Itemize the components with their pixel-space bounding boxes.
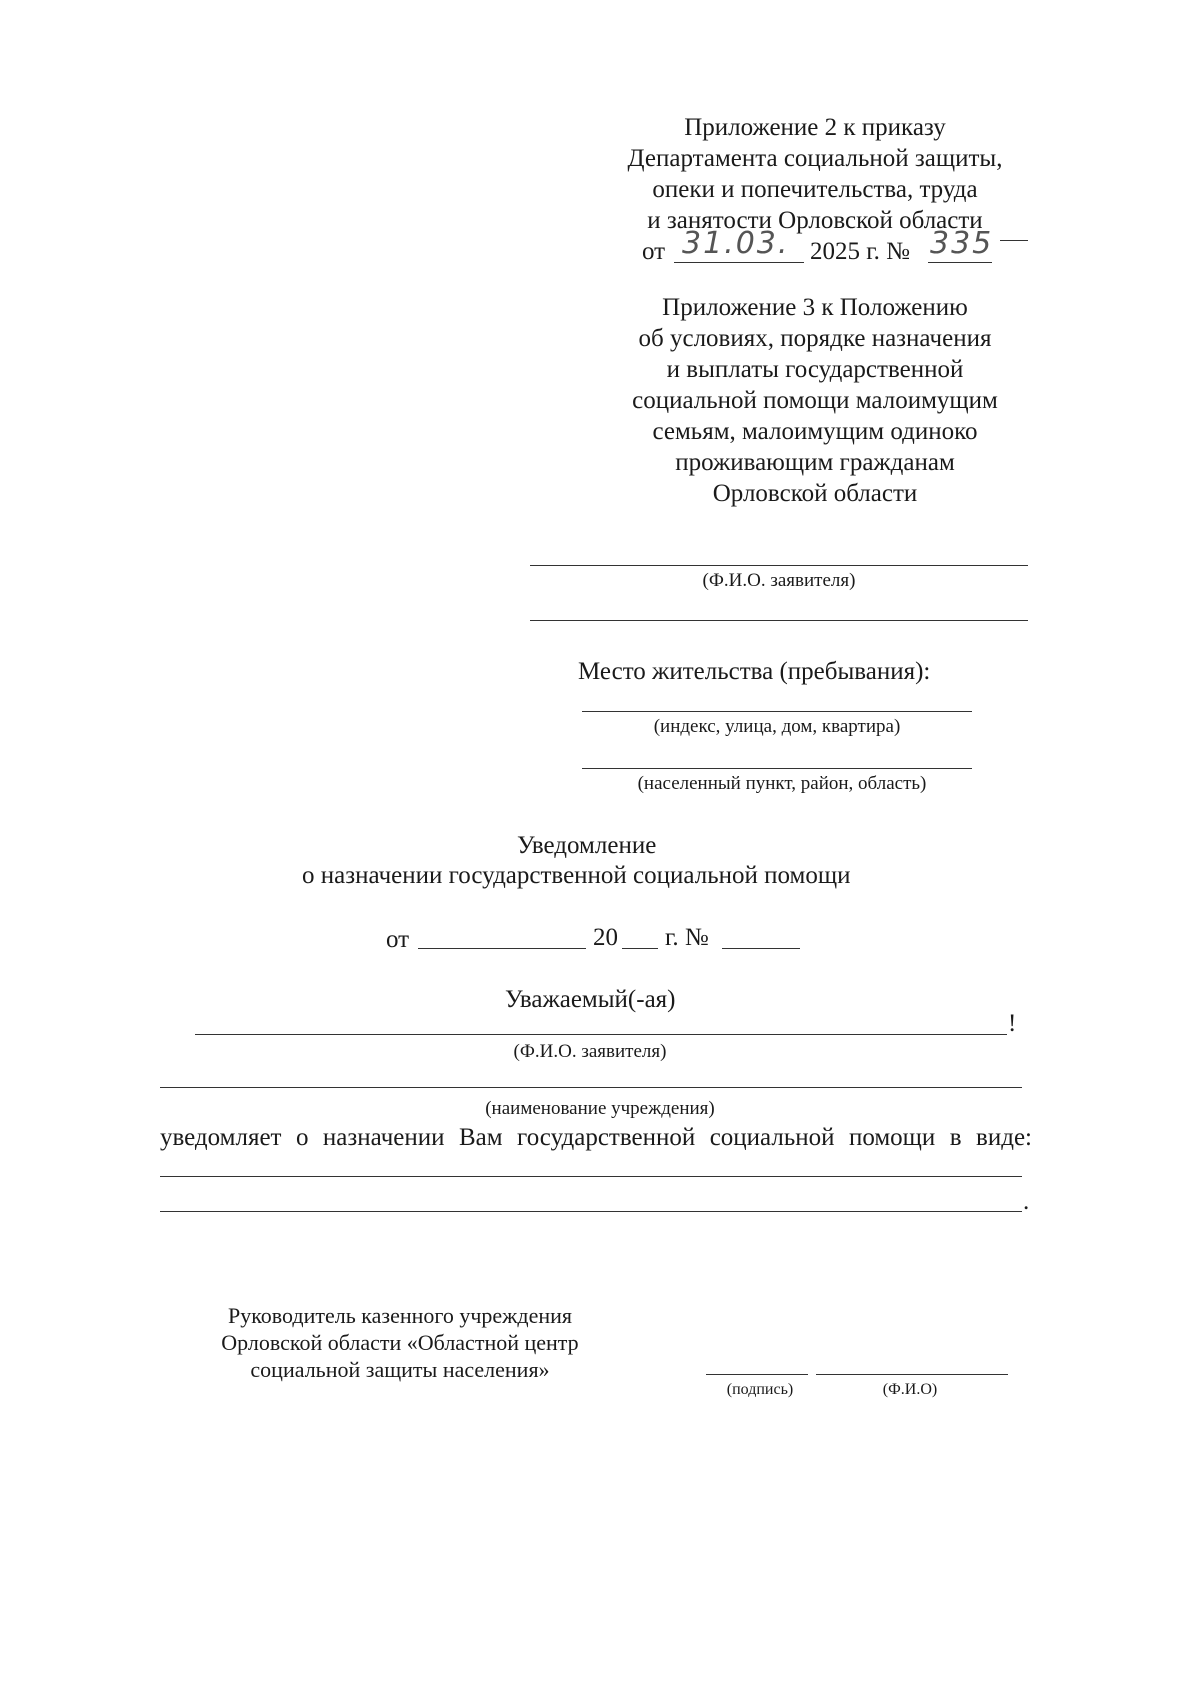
applicant-fio-caption: (Ф.И.О. заявителя) [702, 570, 856, 591]
order-number-handwritten: 335 [930, 226, 994, 261]
order-number-line [928, 262, 992, 263]
head-position-block [180, 1302, 620, 1383]
signature-fio-caption: (Ф.И.О) [882, 1381, 938, 1398]
notice-from-label: от [386, 926, 410, 953]
order-date-handwritten: 31.03. [682, 226, 790, 261]
notice-year-prefix: 20 [593, 924, 618, 951]
address-line[interactable] [582, 711, 972, 712]
notice-year-line[interactable] [622, 948, 658, 949]
salutation: Уважаемый(-ая) [505, 986, 676, 1013]
notice-number-label: г. № [665, 924, 709, 951]
appendix-3-line-5: семьям, малоимущим одиноко [652, 418, 978, 445]
notice-date-line[interactable] [418, 948, 586, 949]
dept-line-3-tail [1000, 240, 1028, 241]
locality-line[interactable] [582, 768, 972, 769]
appendix-2-block [600, 112, 1030, 236]
applicant-fio-line-1[interactable] [530, 565, 1028, 566]
address-caption: (индекс, улица, дом, квартира) [653, 716, 901, 737]
signature-caption: (подпись) [726, 1381, 794, 1398]
salutation-fio-line[interactable] [195, 1034, 1007, 1035]
notice-subtitle: о назначении государственной социальной помощи [302, 862, 851, 889]
appendix-3-line-4: социальной помощи малоимущим [632, 387, 998, 414]
signature-line[interactable] [706, 1374, 808, 1375]
notice-number-line[interactable] [722, 948, 800, 949]
dept-line-3: и занятости Орловской области [647, 207, 983, 234]
appendix-3-line-7: Орловской области [712, 480, 918, 507]
head-position-line-1: Руководитель казенного учреждения [227, 1303, 573, 1328]
salutation-fio-caption: (Ф.И.О. заявителя) [513, 1041, 667, 1062]
assistance-type-line-1[interactable] [160, 1176, 1022, 1177]
notice-body-text: уведомляет о назначении Вам государственной социальной помощи в виде: [160, 1124, 1032, 1151]
assistance-period: . [1023, 1188, 1030, 1215]
appendix-3-line-2: об условиях, порядке назначения [638, 325, 992, 352]
appendix-3-line-6: проживающим гражданам [675, 449, 955, 476]
notice-title: Уведомление [517, 832, 657, 859]
order-year-label: 2025 г. № [810, 238, 911, 265]
order-date-line [674, 262, 804, 263]
appendix-3-line-3: и выплаты государственной [666, 356, 964, 383]
locality-caption: (населенный пункт, район, область) [637, 773, 927, 794]
assistance-type-line-2[interactable] [160, 1211, 1022, 1212]
head-position-line-3: социальной защиты населения» [250, 1357, 550, 1382]
dept-line-2: опеки и попечительства, труда [652, 176, 978, 203]
appendix-3-block [600, 292, 1030, 509]
dept-line-1: Департамента социальной защиты, [627, 145, 1003, 172]
order-from-label: от [642, 238, 666, 265]
institution-line[interactable] [160, 1087, 1022, 1088]
institution-caption: (наименование учреждения) [485, 1098, 715, 1119]
appendix-3-line-1: Приложение 3 к Положению [662, 294, 968, 321]
signature-fio-line[interactable] [816, 1374, 1008, 1375]
head-position-line-2: Орловской области «Областной центр [221, 1330, 579, 1355]
applicant-fio-line-2[interactable] [530, 620, 1028, 621]
residence-label: Место жительства (пребывания): [578, 658, 931, 685]
appendix-2-title: Приложение 2 к приказу [684, 114, 946, 141]
salutation-exclamation: ! [1008, 1010, 1017, 1037]
